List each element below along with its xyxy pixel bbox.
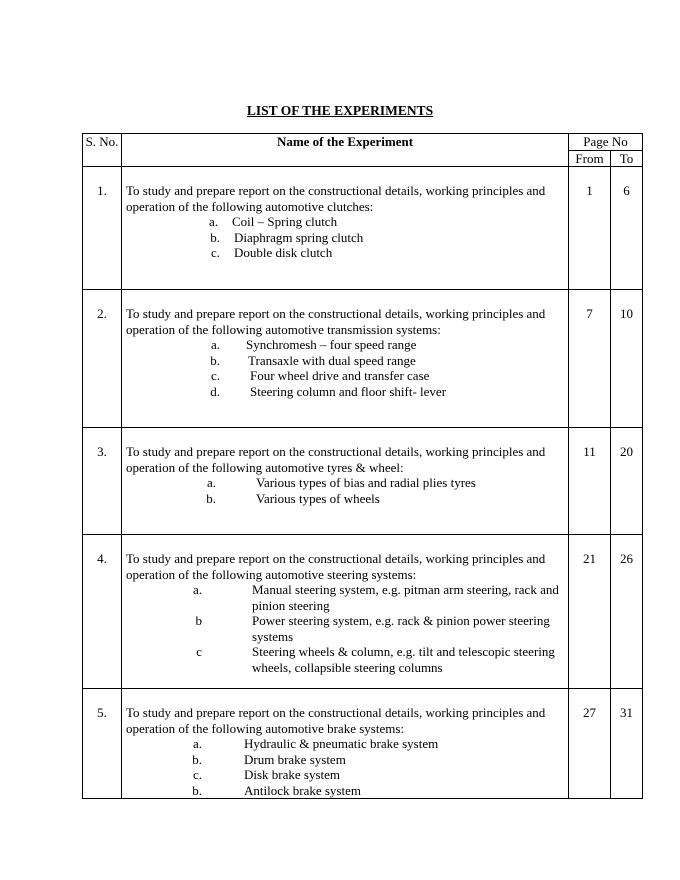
sub-item bbox=[126, 384, 566, 400]
sub-item-text: Steering wheels & column, e.g. tilt and telescopic steering wheels, collapsible steering columns bbox=[252, 644, 555, 675]
page-title: LIST OF THE EXPERIMENTS bbox=[246, 103, 434, 118]
sub-item-label: b bbox=[195, 613, 202, 628]
experiment-description-cell bbox=[122, 428, 569, 535]
sub-item-text: Power steering system, e.g. rack & pinion power steering systems bbox=[252, 613, 550, 644]
page-no-header: Page No bbox=[569, 134, 643, 151]
sub-item bbox=[126, 475, 566, 491]
sub-item-label: b. bbox=[206, 490, 216, 506]
sub-item bbox=[126, 245, 566, 261]
sub-item-text: Coil – Spring clutch bbox=[232, 214, 338, 229]
sub-item-label: c bbox=[196, 644, 202, 659]
sub-item-text: Disk brake system bbox=[244, 767, 341, 782]
sub-item-text: Four wheel drive and transfer case bbox=[250, 368, 430, 383]
experiment-description-cell bbox=[122, 167, 569, 290]
experiment-description: To study and prepare report on the constructional details, working principles and operation of the following automotive tyres & wheel: bbox=[126, 444, 546, 475]
sub-item-label: a. bbox=[192, 736, 202, 751]
name-header: Name of the Experiment bbox=[122, 134, 569, 167]
serial-number: 5. bbox=[83, 689, 122, 799]
sub-item bbox=[126, 644, 566, 675]
sub-item bbox=[126, 353, 566, 369]
sub-item-label: b. bbox=[210, 352, 220, 368]
sub-item bbox=[126, 752, 566, 768]
sub-item-text: Drum brake system bbox=[244, 751, 346, 767]
sub-item-label: b. bbox=[192, 751, 202, 767]
serial-number: 3. bbox=[83, 428, 122, 535]
experiments-table bbox=[82, 133, 643, 799]
page-from: 1 bbox=[569, 167, 611, 290]
page-from: 21 bbox=[569, 535, 611, 689]
experiment-row bbox=[83, 689, 643, 799]
sub-item bbox=[126, 230, 566, 246]
experiment-description-cell bbox=[122, 535, 569, 689]
experiment-row bbox=[83, 428, 643, 535]
sub-item-label: a. bbox=[208, 214, 218, 229]
sno-header: S. No. bbox=[83, 134, 122, 167]
sub-item-label: c. bbox=[210, 245, 220, 260]
serial-number: 4. bbox=[83, 535, 122, 689]
experiment-row bbox=[83, 167, 643, 290]
page-to: 10 bbox=[611, 290, 643, 428]
page-from: 7 bbox=[569, 290, 611, 428]
sub-item-label: c. bbox=[192, 767, 202, 782]
sub-item-label: a. bbox=[210, 337, 220, 352]
sub-item bbox=[126, 214, 566, 230]
page-to: 26 bbox=[611, 535, 643, 689]
sub-item-text: Antilock brake system bbox=[244, 782, 361, 798]
sub-item-label: b. bbox=[210, 229, 220, 245]
serial-number: 1. bbox=[83, 167, 122, 290]
sub-item bbox=[126, 613, 566, 644]
serial-number: 2. bbox=[83, 290, 122, 428]
experiment-description: To study and prepare report on the constructional details, working principles and operation of the following automotive steering systems: bbox=[126, 551, 546, 582]
experiment-row bbox=[83, 290, 643, 428]
page-from: 27 bbox=[569, 689, 611, 799]
experiment-description: To study and prepare report on the constructional details, working principles and operation of the following automotive brake systems: bbox=[126, 705, 546, 736]
sub-item-label: d. bbox=[210, 383, 220, 399]
experiment-description-cell bbox=[122, 689, 569, 799]
sub-item-label: c. bbox=[210, 368, 220, 383]
sub-item-text: Manual steering system, e.g. pitman arm steering, rack and pinion steering bbox=[252, 582, 559, 613]
experiment-description-cell bbox=[122, 290, 569, 428]
sub-item-text: Synchromesh – four speed range bbox=[246, 337, 417, 352]
sub-item bbox=[126, 582, 566, 613]
sub-item-text: Diaphragm spring clutch bbox=[234, 229, 364, 245]
sub-item-text: Double disk clutch bbox=[234, 245, 333, 260]
sub-item bbox=[126, 491, 566, 507]
experiment-description: To study and prepare report on the constructional details, working principles and operation of the following automotive clutches: bbox=[126, 183, 546, 214]
to-header: To bbox=[611, 151, 643, 167]
page-to: 31 bbox=[611, 689, 643, 799]
sub-item-label: a. bbox=[192, 582, 202, 597]
page-to: 20 bbox=[611, 428, 643, 535]
sub-item bbox=[126, 767, 566, 783]
from-header: From bbox=[569, 151, 611, 167]
sub-item-text: Transaxle with dual speed range bbox=[248, 352, 416, 368]
sub-item bbox=[126, 337, 566, 353]
sub-item-label: a. bbox=[206, 475, 216, 490]
sub-item bbox=[126, 368, 566, 384]
sub-item bbox=[126, 783, 566, 799]
page-to: 6 bbox=[611, 167, 643, 290]
sub-item-label: b. bbox=[192, 782, 202, 798]
sub-item-text: Various types of wheels bbox=[256, 490, 380, 506]
sub-item-text: Various types of bias and radial plies tyres bbox=[256, 475, 476, 490]
experiment-description: To study and prepare report on the constructional details, working principles and operation of the following automotive transmission systems: bbox=[126, 306, 546, 337]
sub-item-text: Steering column and floor shift- lever bbox=[250, 383, 447, 399]
sub-item bbox=[126, 736, 566, 752]
experiment-row bbox=[83, 535, 643, 689]
page-from: 11 bbox=[569, 428, 611, 535]
sub-item-text: Hydraulic & pneumatic brake system bbox=[244, 736, 439, 751]
